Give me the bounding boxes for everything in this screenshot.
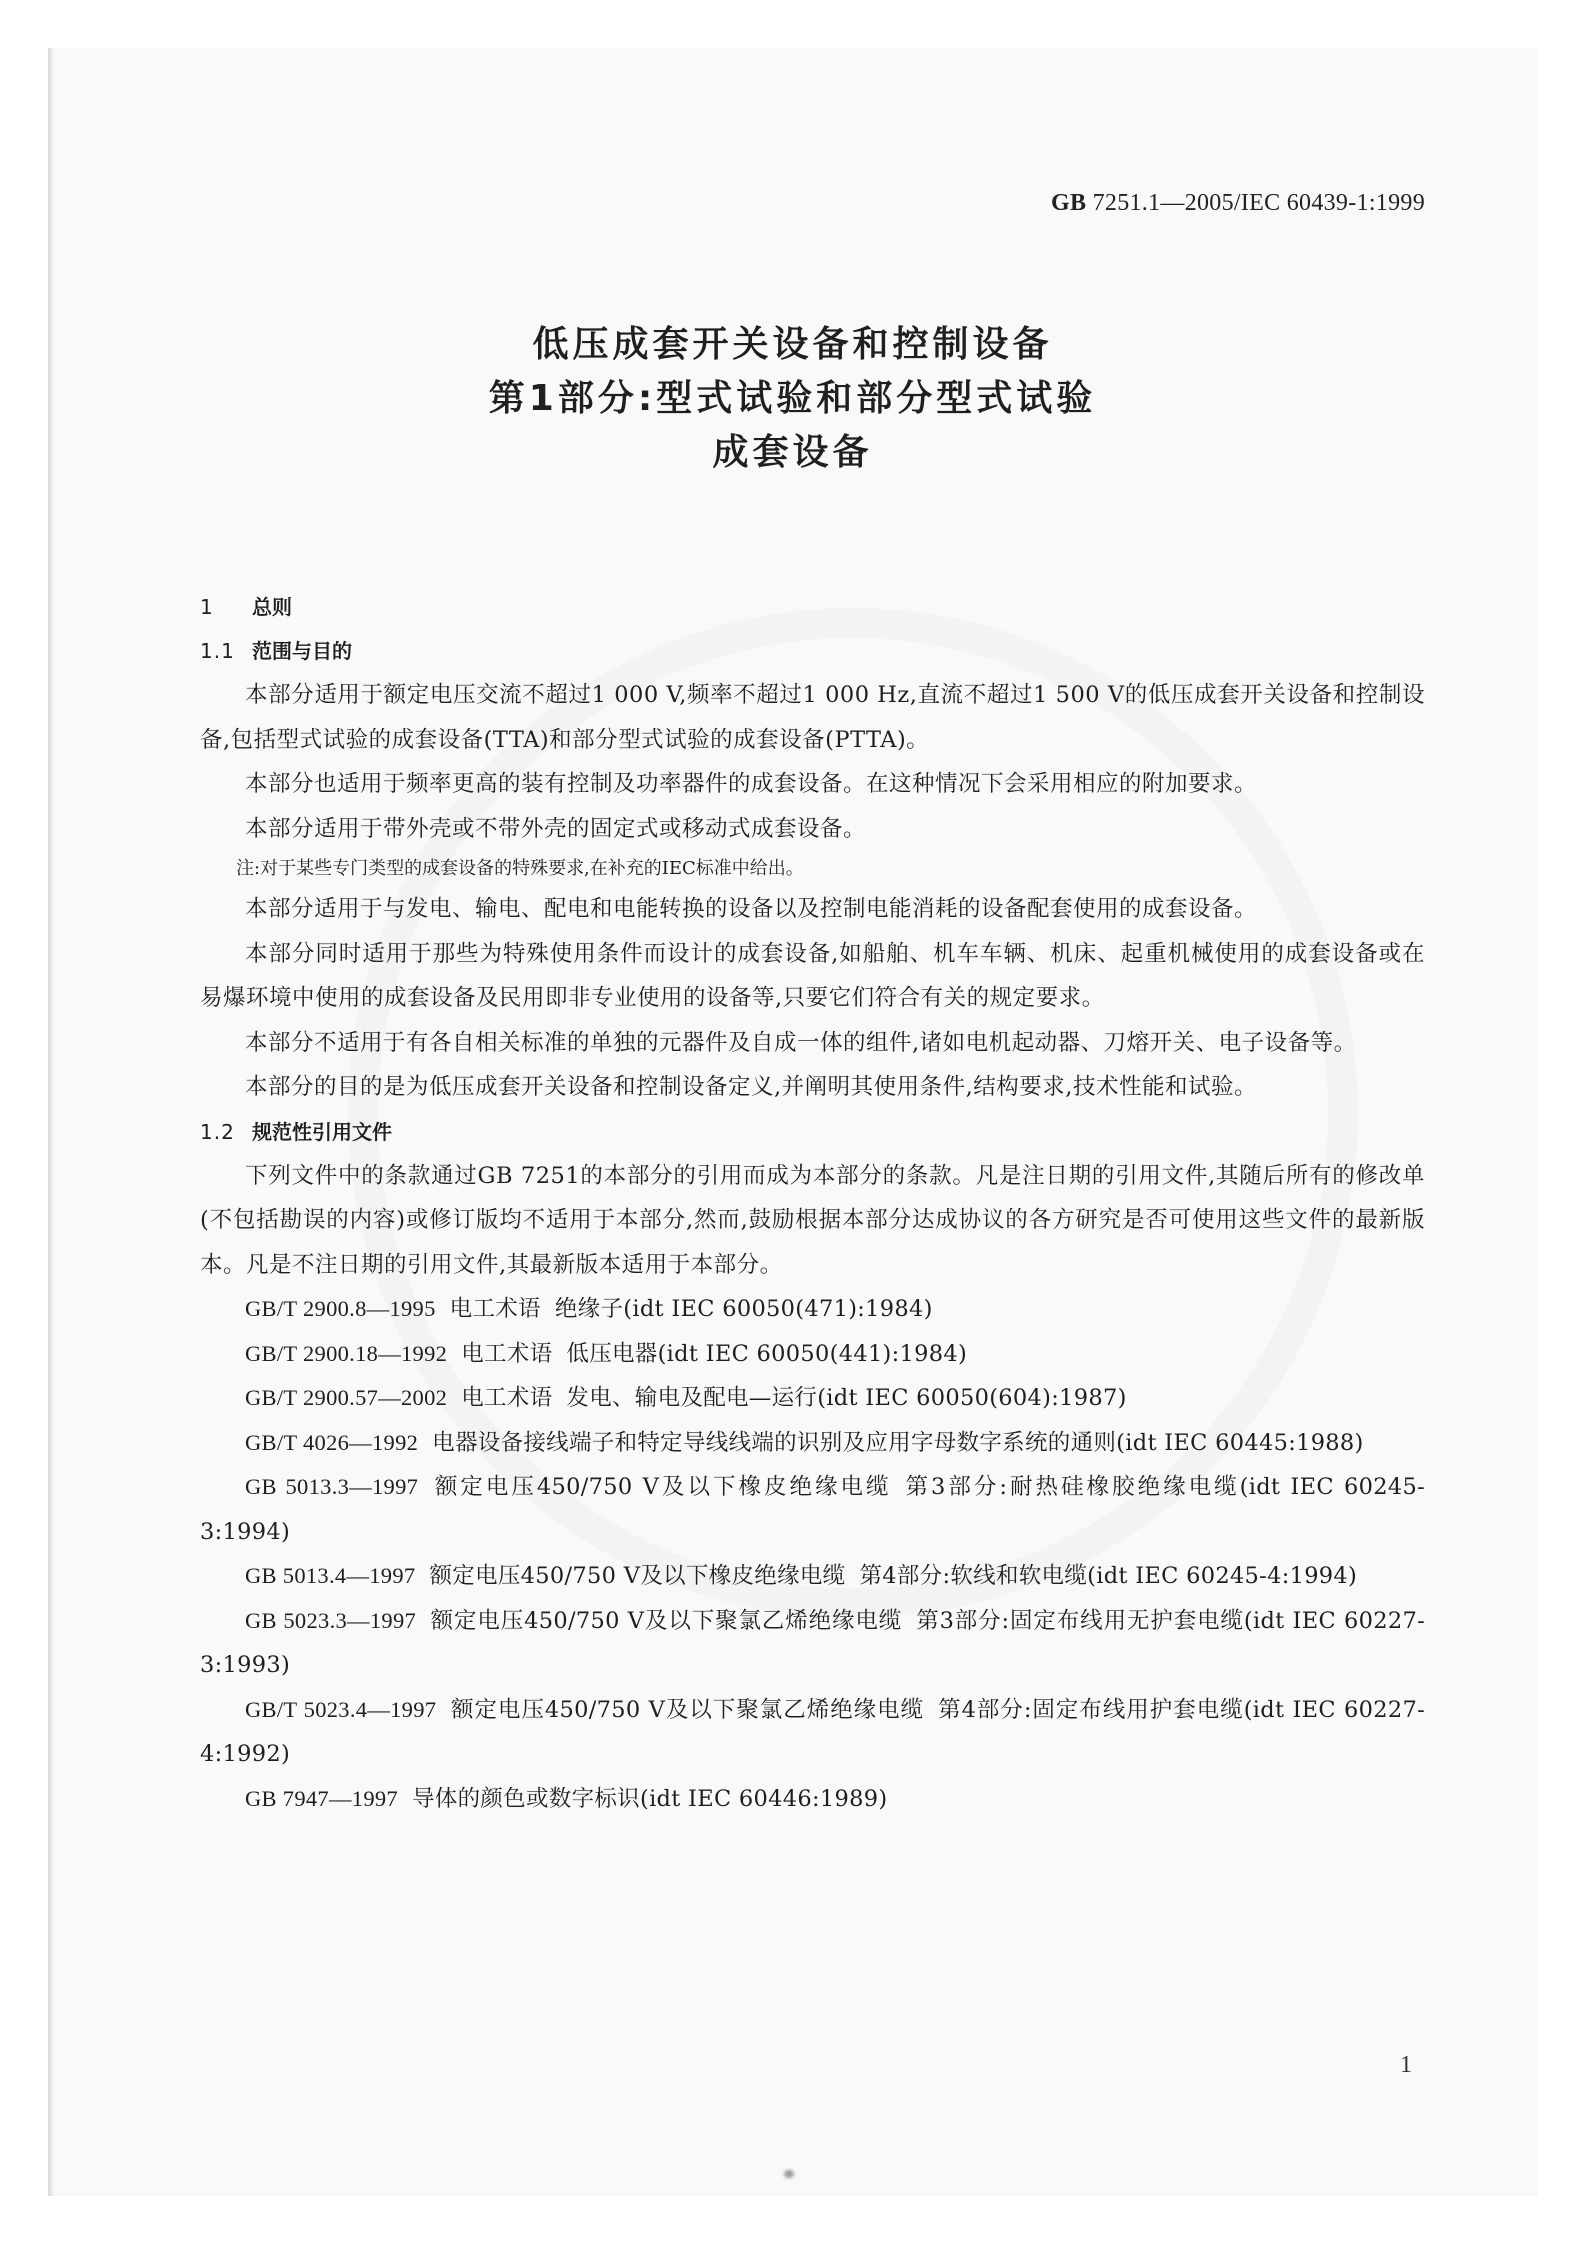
- section-title: 范围与目的: [252, 639, 352, 663]
- page-number: 1: [1400, 2052, 1412, 2078]
- standard-code-prefix: GB: [1051, 190, 1087, 216]
- reference-code: GB/T 2900.8—1995: [245, 1296, 436, 1321]
- reference-item: [200, 1599, 1425, 1688]
- reference-description: 导体的颜色或数字标识(idt IEC 60446:1989): [411, 1785, 888, 1812]
- paragraph-special-conditions: 本部分同时适用于那些为特殊使用条件而设计的成套设备,如船舶、机车车辆、机床、起重机械使用的成套设备或在易爆环境中使用的成套设备及民用即非专业使用的设备等,只要它们符合有关的规定要求。: [200, 940, 1425, 1011]
- reference-term: 额定电压450/750 V及以下聚氯乙烯绝缘电缆: [430, 1607, 903, 1634]
- reference-item: [200, 1332, 1425, 1377]
- reference-code: GB/T 5023.4—1997: [245, 1696, 437, 1722]
- reference-term: 电工术语: [449, 1296, 541, 1322]
- section-heading-1: [200, 585, 1425, 629]
- section-title: 规范性引用文件: [252, 1119, 392, 1144]
- reference-code: GB 5013.3—1997: [245, 1474, 419, 1499]
- reference-item: [200, 1688, 1425, 1777]
- paragraph-enclosure: 本部分适用于带外壳或不带外壳的固定式或移动式成套设备。: [245, 815, 867, 842]
- section-number: 1.2: [200, 1119, 235, 1144]
- standard-code-header: [945, 190, 1425, 217]
- standard-code: 7251.1—2005/IEC 60439-1:1999: [1092, 190, 1425, 216]
- reference-code: GB 5013.4—1997: [245, 1563, 416, 1588]
- reference-item: [200, 1465, 1425, 1554]
- reference-item: [200, 1554, 1425, 1599]
- reference-description: 发电、输电及配电—运行(idt IEC 60050(604):1987): [566, 1385, 1127, 1411]
- paragraph-scope: 本部分适用于额定电压交流不超过1 000 V,频率不超过1 000 Hz,直流不超过1 500 V的低压成套开关设备和控制设备,包括型式试验的成套设备(TTA)和部分型式试验的成套设备(PTTA)。: [200, 682, 1425, 753]
- reference-description: 第4部分:固定布线用护套电缆(idt IEC 60227-4:1992): [200, 1696, 1425, 1767]
- reference-term: 电工术语: [461, 1340, 553, 1367]
- reference-item: [200, 1421, 1425, 1466]
- paragraph-power-equipment: 本部分适用于与发电、输电、配电和电能转换的设备以及控制电能消耗的设备配套使用的成套设备。: [245, 896, 1258, 922]
- reference-description: 绝缘子(idt IEC 60050(471):1984): [554, 1296, 933, 1322]
- reference-item: [200, 1777, 1425, 1822]
- paragraph-higher-frequency: 本部分也适用于频率更高的装有控制及功率器件的成套设备。在这种情况下会采用相应的附加要求。: [245, 771, 1258, 797]
- title-line-1: 低压成套开关设备和控制设备: [532, 324, 1053, 365]
- document-title: [0, 318, 1585, 480]
- reference-description: 低压电器(idt IEC 60050(441):1984): [566, 1340, 968, 1367]
- paragraph-purpose: 本部分的目的是为低压成套开关设备和控制设备定义,并阐明其使用条件,结构要求,技术性能和试验。: [245, 1074, 1257, 1100]
- reference-item: [200, 1287, 1425, 1332]
- section-heading-1-1: [200, 629, 1425, 673]
- title-line-2: 第1部分:型式试验和部分型式试验: [488, 378, 1097, 419]
- paragraph-references-intro: 下列文件中的条款通过GB 7251的本部分的引用而成为本部分的条款。凡是注日期的引用文件,其随后所有的修改单(不包括勘误的内容)或修订版均不适用于本部分,然而,鼓励根据本部分达成协议的各方研究是否可使用这些文件的最新版本。凡是不注日期的引用文件,其最新版本适用于本部分。: [200, 1162, 1425, 1278]
- reference-description: 电器设备接线端子和特定导线线端的识别及应用字母数字系统的通则(idt IEC 60445:1988): [432, 1429, 1364, 1456]
- section-title: 总则: [252, 595, 292, 619]
- reference-term: 额定电压450/750 V及以下聚氯乙烯绝缘电缆: [450, 1696, 925, 1723]
- reference-code: GB/T 4026—1992: [245, 1429, 419, 1455]
- reference-code: GB 7947—1997: [245, 1785, 398, 1811]
- section-number: 1: [200, 595, 213, 619]
- scan-speck: [784, 2170, 794, 2178]
- reference-description: 第4部分:软线和软电缆(idt IEC 60245-4:1994): [859, 1563, 1358, 1589]
- reference-term: 电工术语: [461, 1385, 553, 1411]
- section-heading-1-2: [200, 1110, 1425, 1154]
- reference-term: 额定电压450/750 V及以下橡皮绝缘电缆: [429, 1563, 846, 1589]
- reference-description: 第3部分:耐热硅橡胶绝缘电缆(idt IEC 60245-3:1994): [200, 1474, 1425, 1545]
- note: 注:对于某些专门类型的成套设备的特殊要求,在补充的IEC标准中给出。: [236, 858, 804, 879]
- section-number: 1.1: [200, 639, 235, 663]
- paragraph-exclusions: 本部分不适用于有各自相关标准的单独的元器件及自成一体的组件,诸如电机起动器、刀熔开关、电子设备等。: [245, 1029, 1357, 1056]
- document-body: [200, 585, 1425, 1821]
- reference-description: 第3部分:固定布线用无护套电缆(idt IEC 60227-3:1993): [200, 1607, 1425, 1678]
- reference-term: 额定电压450/750 V及以下橡皮绝缘电缆: [432, 1474, 892, 1500]
- title-line-3: 成套设备: [712, 432, 873, 473]
- reference-code: GB 5023.3—1997: [245, 1607, 417, 1633]
- reference-code: GB/T 2900.18—1992: [245, 1340, 448, 1366]
- reference-code: GB/T 2900.57—2002: [245, 1385, 448, 1410]
- reference-item: [200, 1376, 1425, 1421]
